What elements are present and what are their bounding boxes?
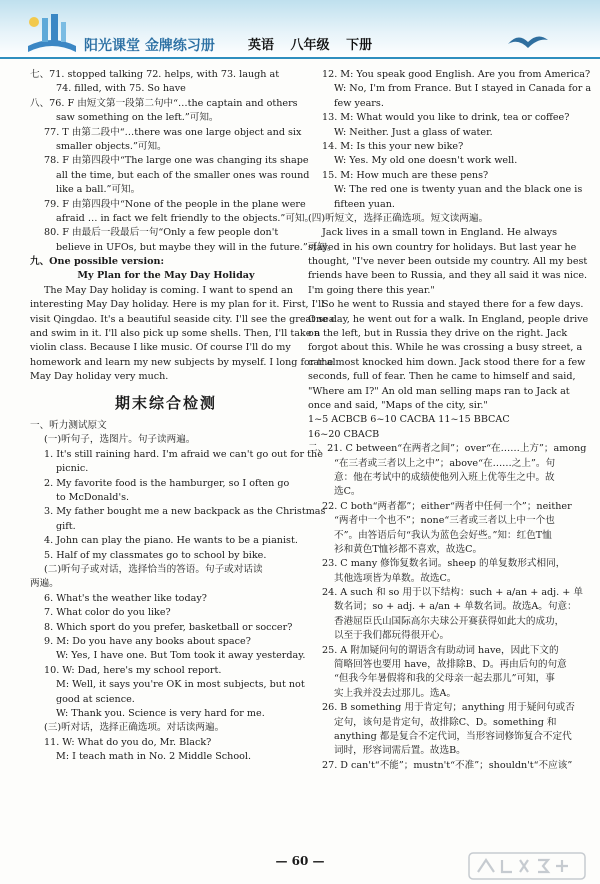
text-line: 79. F 由第四段中“None of the people in the plane were (44, 198, 306, 210)
text-line: friends have been to Russia, and they all said it was nice. (308, 270, 588, 282)
text-line: W: Neither. Just a glass of water. (334, 126, 493, 138)
text-line: 12. M: You speak good English. Are you from America? (322, 69, 591, 80)
section-eight (30, 97, 337, 255)
text-line: to McDonald's. (56, 492, 130, 504)
text-line: May Day holiday very much. (30, 371, 169, 383)
listening-transcript (30, 419, 326, 764)
text-line: good at science. (56, 693, 135, 705)
text-line: like a ball.”可知。 (56, 184, 141, 196)
text-line: 衫和黄色T恤衫都不喜欢，故选C。 (334, 543, 483, 555)
text-line: (四)听短文，选择正确选项。短文读两遍。 (308, 212, 489, 224)
text-line: 24. A such 和 so 用于以下结构：such + a/an + adj. + 单 (322, 587, 583, 599)
text-line: W: Yes. My old one doesn't work well. (334, 155, 518, 167)
text-line: 8. Which sport do you prefer, basketball or soccer? (44, 621, 293, 633)
text-line: 两遍。 (30, 578, 59, 590)
text-line: car almost knocked him down. Jack stood there for a few (308, 356, 586, 368)
text-line: One day, he went out for a walk. In England, people drive (308, 313, 589, 325)
page-header (0, 0, 600, 64)
text-line: thought, "I've never been outside my country. All my best (308, 256, 588, 268)
text-line: 数名词；so + adj. + a/an + 单数名词。故选A。句意： (334, 601, 577, 613)
dialog-list (308, 68, 592, 226)
book-logo-icon (24, 8, 80, 56)
essay-title: My Plan for the May Day Holiday (77, 270, 255, 282)
text-line: 简略回答也要用 have，故排除B、D。再由后句的句意 (334, 659, 567, 671)
text-line: fifteen yuan. (334, 198, 395, 210)
text-line: (一)听句子，选图片。句子读两遍。 (44, 434, 196, 446)
text-line: M: I teach math in No. 2 Middle School. (56, 751, 252, 763)
text-line: 以至于我们都玩得很开心。 (334, 630, 450, 642)
text-line: gift. (56, 520, 76, 532)
exam-title: 期末综合检测 (114, 393, 217, 412)
text-line: on the left, but in Russia they drive on the right. Jack (308, 328, 568, 340)
text-line: 选C。 (334, 486, 361, 498)
text-line: 77. T 由第二段中“…there was one large object and six (44, 126, 302, 138)
text-line: once and said, "Maps of the city, sir." (308, 399, 488, 411)
text-line: 13. M: What would you like to drink, tea or coffee? (322, 112, 570, 124)
text-line: and swim in it. I'll also pick up some shells. Then, I'll take a (30, 328, 321, 340)
text-line: 16~20 CBACB (308, 428, 380, 440)
text-line: W: No, I'm from France. But I stayed in Canada for a (334, 83, 592, 95)
text-line: visit Qingdao. It's a beautiful seaside city. I'll see the great sea (30, 313, 335, 325)
text-line: “在三者或三者以上之中”；above“在……之上”。句 (334, 457, 556, 469)
text-line: 25. A 附加疑问句的谓语含有助动词 have，因此下文的 (322, 644, 559, 656)
text-line: The May Day holiday is coming. I want to spend an (44, 284, 293, 296)
text-line: 11. W: What do you do, Mr. Black? (44, 736, 212, 748)
header-rule (0, 57, 600, 59)
subject-english: 英语 (248, 38, 275, 53)
text-line: 14. M: Is this your new bike? (322, 140, 464, 152)
text-line: 3. My father bought me a new backpack as the Christmas (44, 506, 326, 518)
text-line: 4. John can play the piano. He wants to be a pianist. (44, 535, 298, 547)
text-line: "Where am I?" An old man selling maps ran to Jack at (308, 385, 570, 397)
text-line: M: Well, it says you're OK in most subjects, but not (56, 679, 305, 691)
text-line: 1. It's still raining hard. I'm afraid we can't go out for the (44, 448, 323, 460)
subject-volume: 下册 (346, 38, 373, 53)
text-line: seconds, full of fear. Then he came to himself and said, (308, 371, 576, 383)
text-line: W: Yes, I have one. But Tom took it away yesterday. (56, 650, 306, 662)
text-line: “但我今年暑假将和我的父母亲一起去那儿”可知，事 (334, 673, 555, 685)
page-number: — 60 — (275, 854, 325, 868)
text-line: 七、71. stopped talking 72. helps, with 73. laugh at (30, 69, 280, 80)
text-line: violin class. Because I like music. Of course I'll do my (30, 342, 291, 354)
text-line: “两者中一个也不”；none“三者或三者以上中一个也 (334, 515, 555, 527)
bird-icon (506, 30, 550, 52)
text-line: stayed in his own country for holidays. But last year he (308, 241, 577, 253)
text-line: saw something on the left.”可知。 (56, 112, 219, 124)
text-line: 27. D can't“不能”；mustn't“不准”；shouldn't“不应该” (322, 759, 573, 771)
text-line: 26. B something 用于肯定句；anything 用于疑问句或否 (322, 702, 575, 714)
brand-title: 阳光课堂 金牌练习册 (84, 38, 215, 54)
left-column (30, 68, 337, 764)
answer-key (308, 413, 580, 442)
text-line: few years. (334, 97, 384, 109)
text-line: 香港屈臣氏山国际高尔夫球公开赛获得如此大的成功， (334, 615, 565, 627)
text-line: 23. C many 修饰复数名词。sheep 的单复数形式相同， (322, 558, 566, 570)
text-line: W: The red one is twenty yuan and the black one is (334, 184, 583, 196)
text-line: 5. Half of my classmates go to school by bike. (44, 549, 267, 561)
text-line: 2. My favorite food is the hamburger, so I often go (44, 477, 290, 489)
text-line: interesting May Day holiday. Here is my plan for it. First, I'll (30, 299, 325, 311)
text-line: 10. W: Dad, here's my school report. (44, 664, 222, 676)
text-line: 词时，形容词需后置。故选B。 (334, 745, 466, 757)
text-line: (二)听句子或对话，选择恰当的答语。句子或对话读 (44, 564, 263, 575)
section-nine (30, 255, 335, 385)
text-line: 二、21. C between“在两者之间”；over“在……上方”；among (308, 443, 587, 455)
text-line: 6. What's the weather like today? (44, 592, 207, 604)
text-line: So he went to Russia and stayed there for a few days. (322, 299, 584, 311)
text-line: 八、76. F 由短文第一段第二句中“…the captain and others (30, 97, 298, 109)
text-line: anything 都是复合不定代词，当形容词修饰复合不定代 (334, 730, 572, 742)
text-line: 其他选项皆为单数。故选C。 (334, 572, 457, 584)
subject-label (248, 36, 384, 56)
section-label: 九、One possible version: (30, 256, 165, 268)
text-line: 78. F 由第四段中“The large one was changing its shape (44, 155, 309, 167)
subject-grade: 八年级 (290, 38, 330, 53)
text-line: 22. C both“两者都”；either“两者中任何一个”；neither (322, 500, 572, 512)
text-line: forgot about this. While he was crossing a busy street, a (308, 342, 583, 354)
listening-story (308, 226, 589, 413)
text-line: all the time, but each of the smaller ones was round (56, 169, 310, 181)
text-line: picnic. (56, 463, 89, 475)
text-line: 意：他在考试中的成绩使他列入班上优等生之中。故 (334, 471, 555, 483)
text-line: Jack lives in a small town in England. He always (322, 227, 558, 239)
text-line: W: Thank you. Science is very hard for me. (56, 707, 265, 719)
text-line: 80. F 由最后一段最后一句“Only a few people don't (44, 227, 279, 239)
right-column (308, 68, 592, 773)
section-seven (30, 68, 302, 97)
text-line: 74. filled, with 75. So have (56, 83, 186, 95)
text-line: 9. M: Do you have any books about space? (44, 635, 251, 647)
text-line: 不”。由答语后句“我认为蓝色会好些。”知：红色T恤 (334, 529, 552, 541)
text-line: smaller objects.”可知。 (56, 140, 167, 152)
text-line: 1~5 ACBCB 6~10 CACBA 11~15 BBCAC (308, 414, 510, 426)
text-line: believe in UFOs, but maybe they will in the future.”可知。 (56, 241, 337, 253)
text-line: (三)听对话，选择正确选项。对话读两遍。 (44, 722, 225, 734)
text-line: 15. M: How much are these pens? (322, 169, 489, 181)
answer-explanations (308, 442, 587, 773)
text-line: 7. What color do you like? (44, 607, 171, 619)
text-line: 实上我并没去过那儿。选A。 (334, 687, 457, 699)
text-line: I'm going there this year." (308, 284, 435, 296)
text-line: afraid … in fact we felt friendly to the objects.”可知。 (56, 212, 315, 224)
text-line: 定句，该句是肯定句，故排除C、D。something 和 (334, 716, 557, 728)
text-line: homework and learn my new subjects by myself. I long for the (30, 356, 334, 368)
watermark-stamp-icon (468, 852, 586, 880)
text-line: 一、听力测试原文 (30, 420, 107, 432)
